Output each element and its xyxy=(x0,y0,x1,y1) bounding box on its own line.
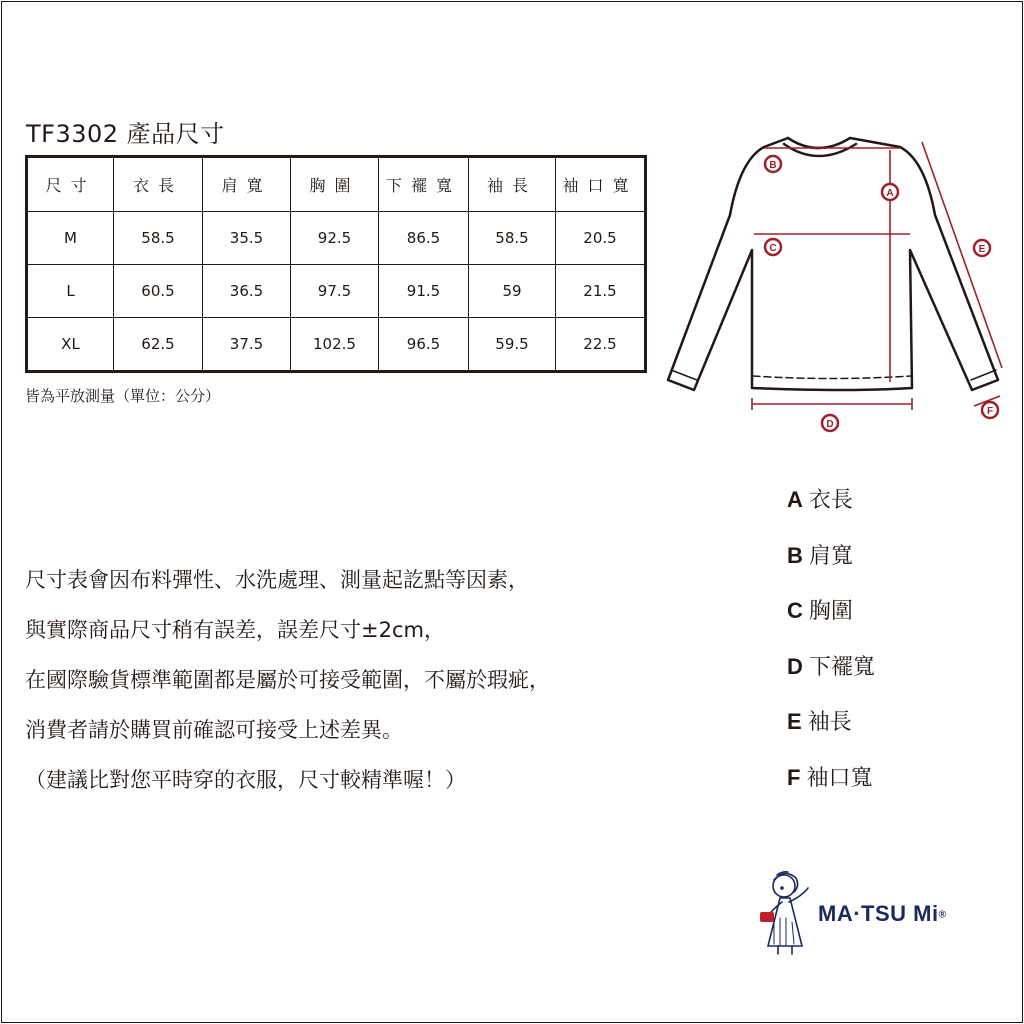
table-cell: 58.5 xyxy=(469,212,556,265)
legend-label: 袖長 xyxy=(807,710,852,735)
marker-e: E xyxy=(978,244,986,255)
disclaimer-line: 尺寸表會因布料彈性、水洗處理、測量起訖點等因素， xyxy=(25,568,529,592)
marker-c: C xyxy=(769,243,777,254)
marker-b: B xyxy=(769,160,777,171)
disclaimer-line: （建議比對您平時穿的衣服，尺寸較精準喔！） xyxy=(25,768,466,792)
legend-item xyxy=(787,480,875,536)
marker-a: A xyxy=(886,188,894,199)
shirt-diagram-icon xyxy=(660,120,1010,440)
legend-key: E xyxy=(787,709,802,734)
header-sleeve: 袖長 xyxy=(469,157,556,212)
marker-f: F xyxy=(986,406,994,417)
legend-key: B xyxy=(787,542,803,568)
cuff-rib-left xyxy=(671,370,697,380)
header-shoulder: 肩寬 xyxy=(203,157,291,212)
table-cell: XL xyxy=(27,318,114,372)
disclaimer xyxy=(25,555,550,805)
size-table xyxy=(25,155,647,373)
table-cell: 22.5 xyxy=(556,318,646,372)
legend-label: 肩寬 xyxy=(808,543,853,569)
legend-key: D xyxy=(787,653,803,679)
legend-item xyxy=(787,536,875,592)
table-cell: L xyxy=(27,265,114,318)
table-row xyxy=(27,265,646,318)
header-length: 衣長 xyxy=(114,157,203,212)
cuff-rib-right xyxy=(971,370,996,380)
table-cell: 35.5 xyxy=(203,212,291,265)
table-cell: 59.5 xyxy=(469,318,556,372)
header-size: 尺寸 xyxy=(27,157,114,212)
header-hem: 下襬寬 xyxy=(379,157,469,212)
shirt-outline xyxy=(668,138,998,390)
legend-key: C xyxy=(787,598,803,623)
brand-registered-mark: ® xyxy=(938,909,947,921)
brand-logo xyxy=(818,901,946,927)
table-cell: 97.5 xyxy=(291,265,379,318)
legend-key: F xyxy=(787,764,801,790)
table-cell: 92.5 xyxy=(291,212,379,265)
table-cell: 59 xyxy=(469,265,556,318)
table-cell: 102.5 xyxy=(291,318,379,372)
legend-key: A xyxy=(787,487,803,512)
table-cell: 37.5 xyxy=(203,318,291,372)
header-cuff: 袖口寬 xyxy=(556,157,646,212)
table-row xyxy=(27,212,646,265)
measure-line-e xyxy=(922,142,1002,368)
table-header-row xyxy=(27,157,646,212)
disclaimer-line: 與實際商品尺寸稍有誤差，誤差尺寸±2cm， xyxy=(25,618,445,642)
table-row xyxy=(27,318,646,372)
legend xyxy=(787,480,875,813)
table-cell: 21.5 xyxy=(556,265,646,318)
header-chest: 胸圍 xyxy=(291,157,379,212)
table-cell: M xyxy=(27,212,114,265)
table-cell: 60.5 xyxy=(114,265,203,318)
legend-label: 下襬寬 xyxy=(808,654,875,680)
marker-d: D xyxy=(826,419,834,430)
table-cell: 36.5 xyxy=(203,265,291,318)
table-cell: 86.5 xyxy=(379,212,469,265)
neck-rib xyxy=(784,138,856,156)
page-title: TF3302 產品尺寸 xyxy=(26,120,225,148)
table-cell: 58.5 xyxy=(114,212,203,265)
table-cell: 91.5 xyxy=(379,265,469,318)
disclaimer-line: 消費者請於購買前確認可接受上述差異。 xyxy=(25,718,403,742)
legend-item xyxy=(787,647,875,703)
legend-label: 胸圍 xyxy=(808,599,853,624)
brand-name: MA·TSU Mi xyxy=(818,901,939,926)
table-cell: 96.5 xyxy=(379,318,469,372)
measurement-note: 皆為平放測量（單位：公分） xyxy=(25,387,221,405)
legend-item xyxy=(787,702,875,758)
table-cell: 62.5 xyxy=(114,318,203,372)
legend-label: 袖口寬 xyxy=(806,765,873,791)
hem-rib xyxy=(753,376,911,379)
table-cell: 20.5 xyxy=(556,212,646,265)
legend-item xyxy=(787,758,875,814)
legend-item xyxy=(787,591,875,647)
disclaimer-line: 在國際驗貨標準範圍都是屬於可接受範圍，不屬於瑕疵， xyxy=(25,668,550,692)
legend-label: 衣長 xyxy=(808,488,853,513)
